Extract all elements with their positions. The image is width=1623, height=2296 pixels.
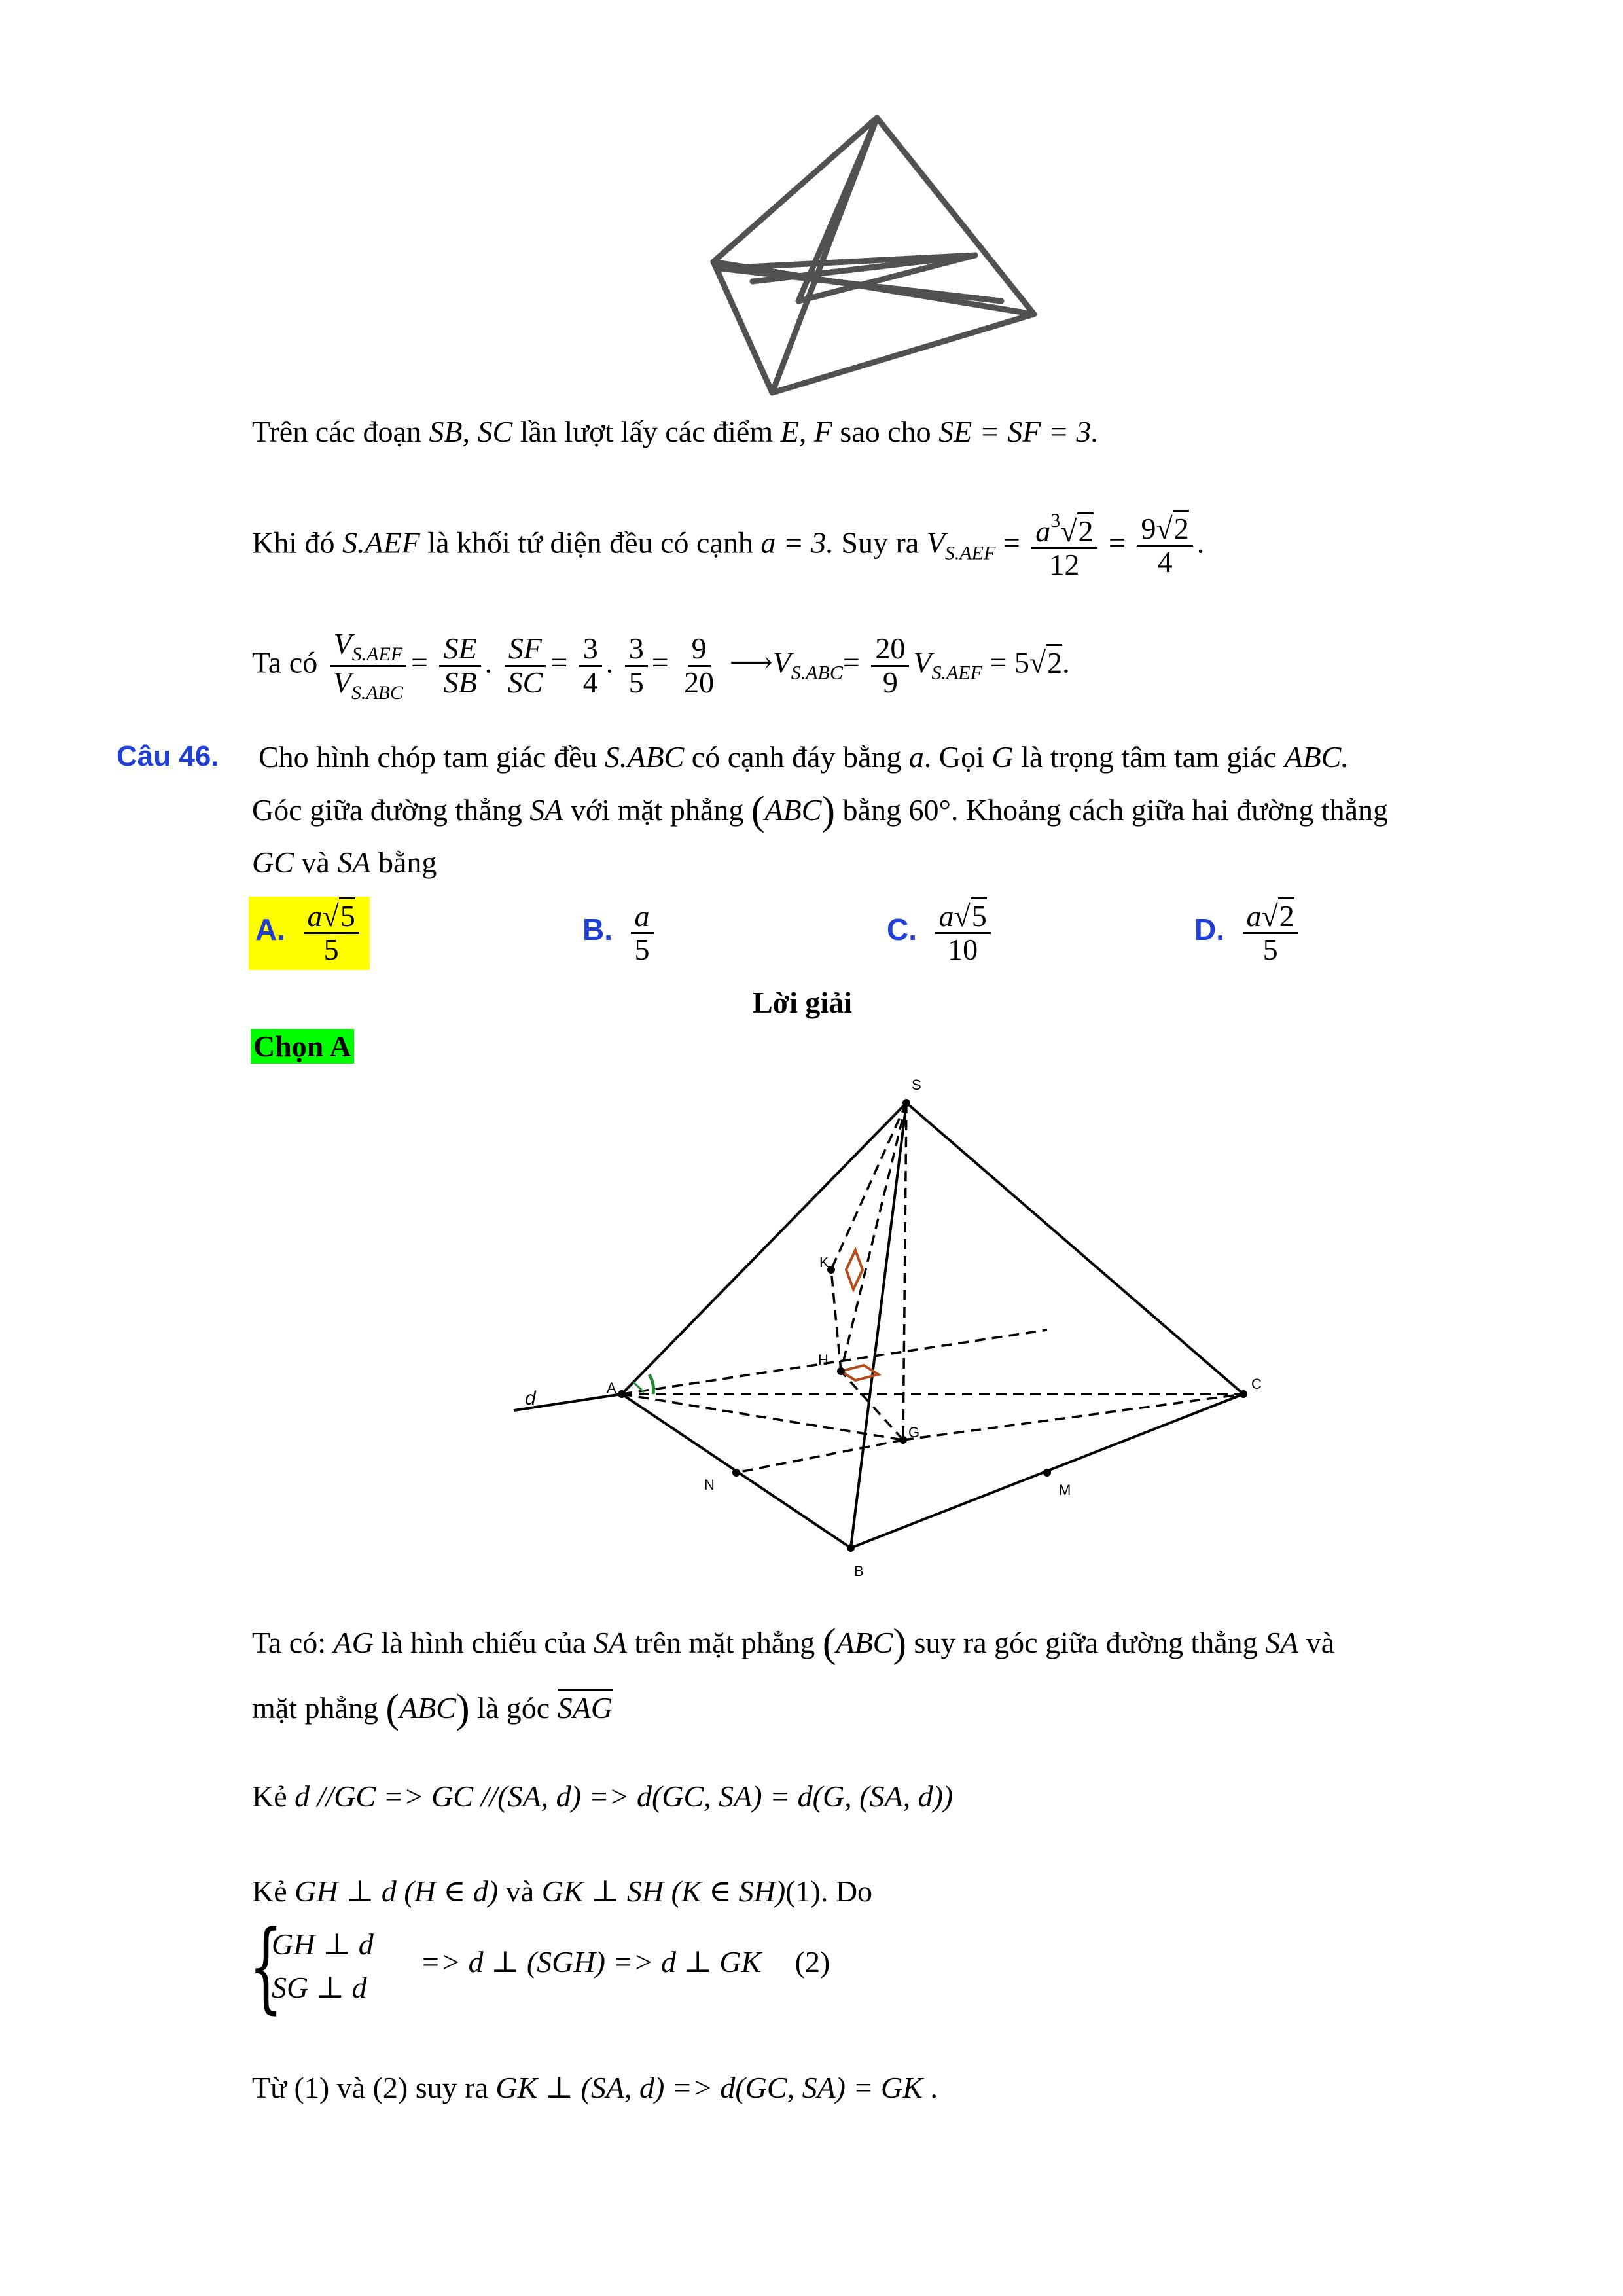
- radicand: 2: [1046, 644, 1062, 679]
- math: G: [991, 740, 1014, 774]
- text: . Khoảng cách giữa hai đường thẳng: [950, 793, 1389, 827]
- denominator: 5: [323, 933, 339, 967]
- math: = 5: [990, 645, 1029, 679]
- solution-p4: [252, 1872, 872, 1911]
- fraction-9-20: [680, 633, 718, 698]
- numerator: 9: [1141, 512, 1156, 545]
- text: Kẻ: [252, 1874, 287, 1908]
- period: .: [1062, 645, 1070, 679]
- math: a: [307, 899, 323, 933]
- math: V: [772, 645, 791, 679]
- denominator: SB: [443, 665, 477, 699]
- math: ABC: [764, 793, 822, 827]
- label-m: M: [1059, 1482, 1071, 1498]
- question-line-1: [259, 738, 1349, 777]
- label-h: H: [818, 1352, 829, 1368]
- math: ABC.: [1284, 740, 1349, 774]
- point-s: [902, 1099, 910, 1107]
- math: V: [332, 665, 351, 699]
- subscript: S.ABC: [351, 681, 404, 704]
- right-angle-marker-k: [846, 1250, 863, 1289]
- math: (1): [294, 2071, 330, 2104]
- text: Suy ra: [841, 526, 919, 560]
- fraction-sf-sc: [504, 633, 547, 698]
- text: . Gọi: [923, 740, 984, 774]
- text: . Do: [820, 1874, 873, 1908]
- math: a: [631, 901, 654, 934]
- denominator: 4: [1157, 545, 1173, 579]
- math: V: [333, 627, 352, 660]
- option-d[interactable]: D. $\frac{a√2}{5}$: [1188, 897, 1309, 970]
- prev-line-1: [252, 412, 1099, 452]
- text: lần lượt lấy các điểm: [520, 415, 774, 448]
- point-g: [899, 1436, 907, 1444]
- fraction-20-9: [871, 633, 909, 698]
- numerator: SF: [505, 633, 546, 666]
- point-a: [618, 1390, 626, 1398]
- label-c: C: [1251, 1376, 1262, 1392]
- math: a: [938, 899, 954, 933]
- math: 60°: [908, 793, 951, 827]
- text: Khi đó: [252, 526, 335, 560]
- label-k: K: [819, 1254, 829, 1270]
- text: là trọng tâm tam giác: [1021, 740, 1277, 774]
- solid-edges: [514, 1103, 1243, 1548]
- fraction-se-sb: [439, 633, 480, 698]
- tetrahedron-sketch-figure: [694, 105, 1060, 412]
- math: E, F: [780, 415, 832, 448]
- text: Ta có: [252, 645, 318, 679]
- denominator: 9: [882, 665, 898, 699]
- math: S.ABC: [604, 740, 685, 774]
- subscript: S.AEF: [931, 662, 982, 684]
- text: và: [1306, 1626, 1335, 1659]
- text: sao cho: [840, 415, 931, 448]
- text: với mặt phẳng: [570, 793, 744, 827]
- point-c: [1240, 1390, 1247, 1398]
- text: là góc: [477, 1691, 550, 1725]
- period: .: [1196, 526, 1205, 560]
- numerator: 3: [579, 633, 602, 666]
- math: SAG: [558, 1689, 613, 1723]
- option-label: A.: [255, 912, 285, 947]
- math: => d ⊥ (SGH) => d ⊥ GK: [420, 1945, 762, 1979]
- text: có cạnh đáy bằng: [691, 740, 902, 774]
- solution-heading: Lời giải: [753, 986, 852, 1019]
- label-b: B: [854, 1563, 864, 1579]
- solution-p2: mặt phẳng (ABC) là góc SAG: [252, 1687, 613, 1731]
- subscript: S.ABC: [791, 662, 843, 684]
- text: trên mặt phẳng: [634, 1626, 815, 1659]
- math: ABC: [399, 1691, 456, 1725]
- denominator: 12: [1049, 548, 1080, 582]
- radicand: 2: [1077, 512, 1094, 548]
- math: V: [926, 526, 945, 560]
- text: Cho hình chóp tam giác đều: [259, 740, 597, 774]
- option-b[interactable]: [576, 897, 664, 970]
- math: V: [913, 645, 932, 679]
- question-number: Câu 46.: [116, 740, 219, 772]
- label-s: S: [912, 1077, 921, 1093]
- period: .: [930, 2071, 938, 2104]
- numerator: 9: [688, 633, 711, 666]
- text: Từ: [252, 2071, 287, 2104]
- math: S.AEF: [342, 526, 420, 560]
- solution-p3: [252, 1777, 953, 1816]
- math: a: [1035, 514, 1051, 548]
- solution-p6: [252, 2068, 938, 2108]
- text: là hình chiếu của: [381, 1626, 586, 1659]
- math: (K ∈ SH): [671, 1874, 786, 1908]
- equals: =: [1109, 526, 1126, 560]
- text: suy ra góc giữa đường thẳng: [914, 1626, 1258, 1659]
- fraction-3-4: [579, 633, 602, 698]
- radicand: 5: [339, 897, 355, 933]
- text: Trên các đoạn: [252, 415, 421, 448]
- long-arrow-icon: ⟶: [729, 645, 773, 679]
- point-h: [837, 1367, 845, 1375]
- math: SA: [529, 793, 563, 827]
- math: a = 3.: [760, 526, 834, 560]
- label-g: G: [908, 1424, 920, 1441]
- text: Góc giữa đường thẳng: [252, 793, 522, 827]
- radicand: 2: [1173, 510, 1189, 545]
- denominator: 4: [582, 665, 598, 699]
- fraction-9root2-over-4: $\frac{9√2}{4}$: [1137, 513, 1192, 579]
- label-a: A: [607, 1380, 616, 1396]
- label-n: N: [704, 1477, 715, 1493]
- subscript: S.AEF: [944, 542, 996, 564]
- math: GC: [252, 846, 294, 879]
- subscript: S.AEF: [351, 643, 403, 665]
- denominator: 10: [948, 933, 978, 967]
- chosen-answer: Chọn A: [251, 1029, 354, 1064]
- question-line-2: Góc giữa đường thẳng SA với mặt phẳng (ABC) bằng 60°. Khoảng cách giữa hai đường thẳng: [252, 789, 1389, 833]
- solution-p1: Ta có: AG là hình chiếu của SA trên mặt phẳng (ABC) suy ra góc giữa đường thẳng SA và: [252, 1621, 1335, 1666]
- denominator: 5: [1262, 933, 1278, 967]
- text: Kẻ: [252, 1780, 287, 1813]
- numerator: 20: [871, 633, 909, 666]
- math: AG: [333, 1626, 374, 1659]
- math: GK ⊥ SH: [541, 1874, 664, 1908]
- prev-line-2: [252, 511, 1204, 581]
- numerator: 3: [625, 633, 648, 666]
- denominator: SC: [507, 665, 543, 699]
- denominator: 5: [628, 665, 644, 699]
- angle-arc-sag: [649, 1374, 654, 1394]
- math: SA: [593, 1626, 627, 1659]
- point-b: [847, 1544, 855, 1552]
- math: SA: [337, 846, 371, 879]
- label-d: d: [525, 1388, 536, 1409]
- point-m: [1043, 1469, 1051, 1477]
- point-n: [732, 1469, 740, 1477]
- math: SE = SF = 3.: [938, 415, 1099, 448]
- text: là khối tứ diện đều có cạnh: [427, 526, 753, 560]
- equation-tag: (2): [794, 1945, 830, 1979]
- text: và: [301, 846, 330, 879]
- math: SB, SC: [429, 415, 513, 448]
- text: Ta có:: [252, 1626, 327, 1659]
- fraction-a3-root2-over-12: $\frac{a^3√2}{12}$: [1031, 511, 1097, 581]
- question-line-3: [252, 843, 437, 882]
- dashed-edges: [622, 1103, 1243, 1473]
- fraction-volume-ratio: [329, 628, 407, 703]
- math: (H ∈ d): [404, 1874, 499, 1908]
- option-label: B.: [582, 912, 613, 947]
- fraction-3-5: [625, 633, 648, 698]
- math: (2): [372, 2071, 408, 2104]
- option-a[interactable]: A. $\frac{a√5}{5}$: [249, 897, 370, 970]
- exponent: 3: [1050, 510, 1061, 531]
- pyramid-figure: [510, 1073, 1296, 1597]
- text: mặt phẳng: [252, 1691, 378, 1725]
- text: bằng: [842, 793, 901, 827]
- equals: =: [1003, 526, 1020, 560]
- denominator: 5: [634, 933, 650, 967]
- text: và: [336, 2071, 366, 2104]
- prev-line-3: Ta có $\frac{V_{S.AEF}}{V_{S.ABC}}$ = $\frac{SE}{SB}$ . $\frac{SF}{SC}$ = $\frac{3}{4}$ . $\frac{3}{5}$ = $\frac{9}{20}$ $⟶V_{S.ABC}=$ $\frac{20}{9}$ $V_{S.AEF} = 5√2$.: [252, 627, 1070, 704]
- radicand: 5: [971, 897, 987, 933]
- math: ABC: [836, 1626, 893, 1659]
- math: (1): [785, 1874, 821, 1908]
- math: d //GC => GC //(SA, d) => d(GC, SA) = d(G, (SA, d)): [294, 1780, 954, 1813]
- math: GH ⊥ d: [294, 1874, 397, 1908]
- system-eq-2: SG ⊥ d: [272, 1971, 367, 2004]
- math: GK ⊥ (SA, d) => d(GC, SA) = GK: [495, 2071, 923, 2104]
- math: a: [908, 740, 924, 774]
- system-eq-1: GH ⊥ d: [272, 1928, 374, 1961]
- denominator: 20: [684, 665, 715, 699]
- option-label: C.: [887, 912, 917, 947]
- option-c[interactable]: C. $\frac{a√5}{10}$: [880, 897, 1001, 970]
- radicand: 2: [1278, 897, 1294, 933]
- text: bằng: [378, 846, 437, 879]
- math: a: [1246, 899, 1262, 933]
- text: suy ra: [415, 2071, 488, 2104]
- numerator: SE: [439, 633, 480, 666]
- option-label: D.: [1194, 912, 1224, 947]
- math: SA: [1265, 1626, 1299, 1659]
- text: và: [505, 1874, 535, 1908]
